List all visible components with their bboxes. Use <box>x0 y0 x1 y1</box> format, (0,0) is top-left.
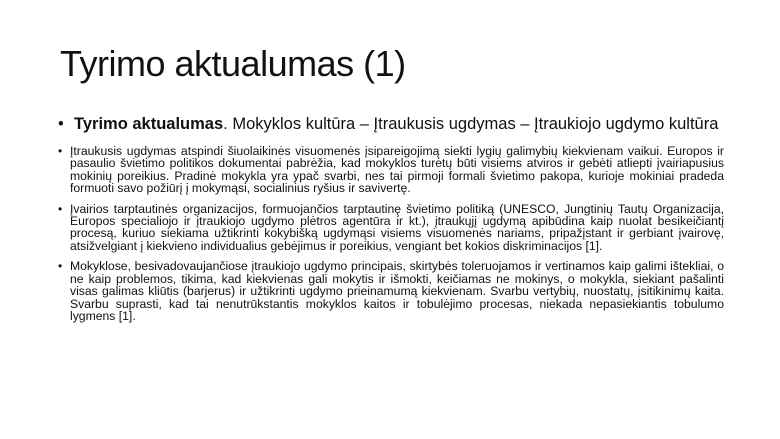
sub-bullet-text: Įtraukusis ugdymas atspindi šiuolaikinės visuomenės įsipareigojimą siekti lygių galimybių kiekvienam vaikui. Europos ir pasaulio švietimo politikos dokumentai pabrėžia, kad mokyklos turėtų būti visiems atviros ir gebėti atliepti įvairiapusius mokinių poreikius. Pradinė mokykla yra ypač svarbi, nes tai pirmoji formali švietimo pakopa, kurioje mokiniai pradeda formuoti savo požiūrį į mokymąsi, socialinius ryšius ir savivertę. <box>70 143 724 196</box>
bullet-dot-icon: • <box>58 201 63 216</box>
sub-bullet-2 <box>56 203 724 253</box>
slide-title: Tyrimo aktualumas (1) <box>60 43 406 84</box>
bullet-dot-icon: • <box>58 143 63 158</box>
bullet-dot-icon: • <box>58 259 63 274</box>
sub-bullet-text: Įvairios tarptautinės organizacijos, formuojančios tarptautinę švietimo politiką (UNESCO, Jungtinių Tautų Organizacija, Europos specialiojo ir įtraukiojo ugdymo plėtros agentūra ir kt.), įtraukųjį ugdymą apibūdina kaip nuolat besikeičiantį procesą, kuriuo siekiama užtikrinti kokybišką ugdymąsi visiems visuomenės nariams, pripažįstant ir gerbiant įvairovę, atsižvelgiant į kiekvieno individualius gebėjimus ir poreikius, vengiant bet kokios diskriminacijos [1]. <box>70 201 724 253</box>
slide-content <box>56 116 724 331</box>
lead-text: . Mokyklos kultūra – Įtraukusis ugdymas – Įtraukiojo ugdymo kultūra <box>223 115 719 133</box>
sub-bullet-3 <box>56 260 724 322</box>
lead-bold-text: Tyrimo aktualumas <box>74 115 224 133</box>
sub-bullet-1 <box>56 145 724 195</box>
lead-bullet <box>56 116 724 133</box>
bullet-dot-icon: • <box>58 115 64 133</box>
sub-bullet-text: Mokyklose, besivadovaujančiose įtraukiojo ugdymo principais, skirtybės toleruojamos ir vertinamos kaip galimi ištekliai, o ne kaip problemos, tikima, kad kiekvienas gali mokytis ir išmokti, keičiamas ne mokinys, o mokykla, siekiant pašalinti visas galimas kliūtis (barjerus) ir užtikrinti ugdymo prieinamumą kiekvienam. Svarbu vertybių, nuostatų, įsitikinimų kaita. Svarbu suprasti, kad tai nenutrūkstantis mokyklos kaitos ir tobulėjimo procesas, niekada nepasiekiantis tobulumo lygmens [1]. <box>70 259 724 324</box>
